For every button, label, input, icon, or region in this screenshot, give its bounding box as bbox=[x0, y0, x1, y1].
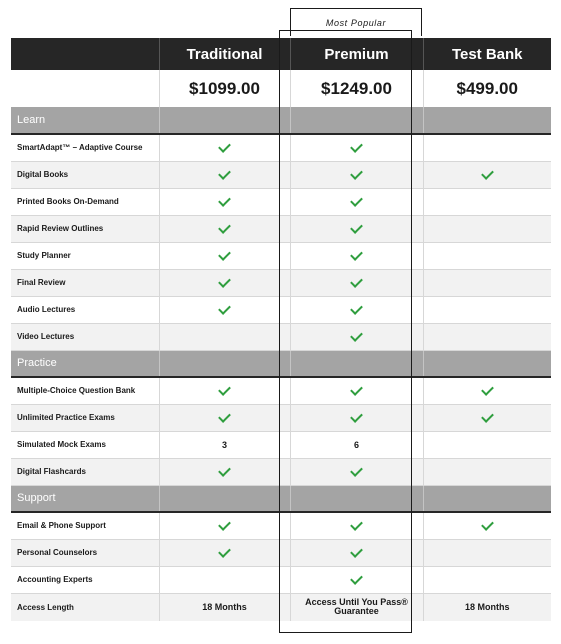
feature-value-cell bbox=[159, 134, 290, 161]
plan-name-premium: Premium bbox=[290, 38, 423, 70]
feature-value-empty bbox=[423, 566, 551, 593]
check-icon bbox=[350, 141, 363, 154]
feature-value-cell bbox=[290, 377, 423, 404]
feature-label: Digital Books bbox=[11, 161, 159, 188]
feature-row bbox=[11, 161, 551, 188]
feature-label: SmartAdapt™ – Adaptive Course bbox=[11, 134, 159, 161]
plan-name-test-bank: Test Bank bbox=[423, 38, 551, 70]
check-icon bbox=[218, 464, 231, 477]
feature-value-empty bbox=[423, 431, 551, 458]
feature-value-cell bbox=[159, 215, 290, 242]
feature-row bbox=[11, 377, 551, 404]
section-header bbox=[11, 350, 551, 377]
feature-row bbox=[11, 242, 551, 269]
section-header bbox=[11, 107, 551, 134]
access-length-value: 18 Months bbox=[202, 601, 247, 612]
feature-value-cell bbox=[423, 377, 551, 404]
section-title: Support bbox=[11, 485, 159, 512]
plan-header-row bbox=[11, 38, 551, 70]
feature-value-cell bbox=[159, 512, 290, 539]
feature-value-cell bbox=[290, 566, 423, 593]
feature-value-cell bbox=[290, 512, 423, 539]
price-test-bank: $499.00 bbox=[423, 70, 551, 107]
feature-label: Multiple-Choice Question Bank bbox=[11, 377, 159, 404]
check-icon bbox=[481, 519, 494, 532]
check-icon bbox=[218, 384, 231, 397]
feature-row bbox=[11, 215, 551, 242]
check-icon bbox=[350, 545, 363, 558]
feature-label: Email & Phone Support bbox=[11, 512, 159, 539]
feature-value-cell bbox=[290, 269, 423, 296]
feature-value-cell bbox=[290, 296, 423, 323]
check-icon bbox=[350, 572, 363, 585]
feature-value-empty bbox=[423, 188, 551, 215]
check-icon bbox=[350, 519, 363, 532]
check-icon bbox=[218, 167, 231, 180]
comparison-table bbox=[11, 38, 551, 621]
feature-value-cell bbox=[159, 404, 290, 431]
check-icon bbox=[350, 384, 363, 397]
feature-label: Study Planner bbox=[11, 242, 159, 269]
access-length-value: 18 Months bbox=[464, 601, 510, 612]
feature-value-cell bbox=[423, 161, 551, 188]
feature-value-cell bbox=[159, 161, 290, 188]
plan-name-traditional: Traditional bbox=[159, 38, 290, 70]
feature-value: 3 bbox=[159, 431, 290, 458]
feature-value-cell bbox=[290, 161, 423, 188]
feature-value-cell bbox=[159, 377, 290, 404]
feature-value-empty bbox=[423, 296, 551, 323]
check-icon bbox=[350, 410, 363, 423]
check-icon bbox=[350, 275, 363, 288]
check-icon bbox=[481, 384, 494, 397]
feature-value-cell bbox=[290, 134, 423, 161]
feature-value-cell bbox=[159, 539, 290, 566]
feature-value-cell bbox=[159, 188, 290, 215]
feature-row bbox=[11, 188, 551, 215]
check-icon bbox=[350, 167, 363, 180]
feature-value-cell bbox=[290, 188, 423, 215]
check-icon bbox=[481, 167, 494, 180]
check-icon bbox=[350, 248, 363, 261]
feature-row bbox=[11, 512, 551, 539]
feature-label: Video Lectures bbox=[11, 323, 159, 350]
feature-value-cell bbox=[290, 242, 423, 269]
feature-value-empty bbox=[423, 134, 551, 161]
check-icon bbox=[350, 302, 363, 315]
feature-value-cell bbox=[290, 323, 423, 350]
feature-row bbox=[11, 134, 551, 161]
feature-value-empty bbox=[423, 458, 551, 485]
feature-value-empty bbox=[159, 323, 290, 350]
check-icon bbox=[218, 194, 231, 207]
feature-value-cell bbox=[159, 296, 290, 323]
feature-value-cell bbox=[159, 242, 290, 269]
feature-row bbox=[11, 404, 551, 431]
price-premium: $1249.00 bbox=[290, 70, 423, 107]
feature-value-cell bbox=[159, 269, 290, 296]
feature-row bbox=[11, 566, 551, 593]
feature-value-cell bbox=[423, 512, 551, 539]
check-icon bbox=[218, 275, 231, 288]
feature-label: Audio Lectures bbox=[11, 296, 159, 323]
feature-value-empty bbox=[423, 215, 551, 242]
access-length-value: Access Until You Pass® Guarantee bbox=[305, 597, 408, 617]
feature-value-cell bbox=[290, 458, 423, 485]
access-length-row bbox=[11, 593, 551, 621]
pricing-comparison bbox=[11, 8, 551, 621]
feature-label: Final Review bbox=[11, 269, 159, 296]
feature-value-cell bbox=[290, 539, 423, 566]
feature-row bbox=[11, 458, 551, 485]
access-length-label: Access Length bbox=[11, 593, 159, 621]
check-icon bbox=[350, 464, 363, 477]
feature-value-empty bbox=[423, 242, 551, 269]
section-header bbox=[11, 485, 551, 512]
check-icon bbox=[218, 221, 231, 234]
feature-value-cell bbox=[159, 458, 290, 485]
check-icon bbox=[218, 519, 231, 532]
feature-row bbox=[11, 269, 551, 296]
feature-label: Unlimited Practice Exams bbox=[11, 404, 159, 431]
check-icon bbox=[481, 410, 494, 423]
feature-value-cell bbox=[423, 404, 551, 431]
feature-row bbox=[11, 296, 551, 323]
feature-label: Printed Books On-Demand bbox=[11, 188, 159, 215]
check-icon bbox=[218, 410, 231, 423]
section-title: Practice bbox=[11, 350, 159, 377]
feature-row bbox=[11, 539, 551, 566]
feature-value-cell bbox=[290, 215, 423, 242]
check-icon bbox=[350, 221, 363, 234]
check-icon bbox=[218, 302, 231, 315]
price-row bbox=[11, 70, 551, 107]
feature-row bbox=[11, 431, 551, 458]
feature-label: Digital Flashcards bbox=[11, 458, 159, 485]
feature-label: Personal Counselors bbox=[11, 539, 159, 566]
feature-value: 6 bbox=[290, 431, 423, 458]
feature-value-empty bbox=[423, 539, 551, 566]
check-icon bbox=[350, 194, 363, 207]
feature-row bbox=[11, 323, 551, 350]
feature-label: Accounting Experts bbox=[11, 566, 159, 593]
feature-value-empty bbox=[423, 323, 551, 350]
feature-label: Simulated Mock Exams bbox=[11, 431, 159, 458]
price-traditional: $1099.00 bbox=[159, 70, 290, 107]
check-icon bbox=[218, 545, 231, 558]
section-title: Learn bbox=[11, 107, 159, 134]
most-popular-badge: Most Popular bbox=[290, 8, 422, 36]
check-icon bbox=[218, 141, 231, 154]
check-icon bbox=[350, 329, 363, 342]
feature-label: Rapid Review Outlines bbox=[11, 215, 159, 242]
feature-value-empty bbox=[423, 269, 551, 296]
feature-value-cell bbox=[290, 404, 423, 431]
feature-value-empty bbox=[159, 566, 290, 593]
check-icon bbox=[218, 248, 231, 261]
